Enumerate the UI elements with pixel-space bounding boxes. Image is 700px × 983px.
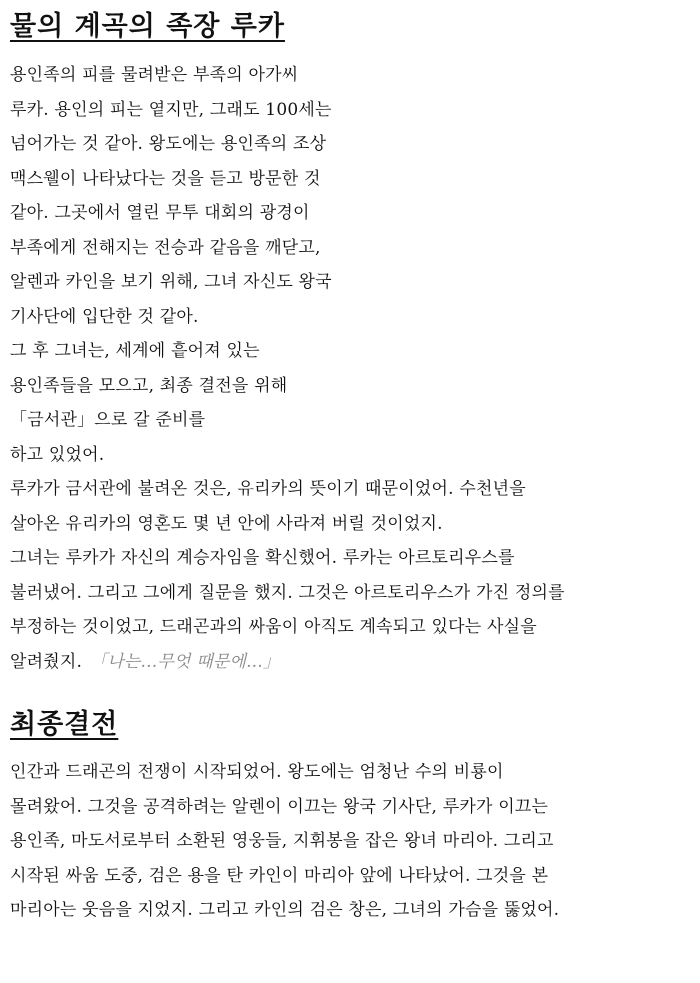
text-line: 기사단에 입단한 것 같아. (10, 306, 199, 327)
text-line: 몰려왔어. 그것을 공격하려는 알렌이 이끄는 왕국 기사단, 루카가 이끄는 (10, 796, 549, 817)
text-line: 「금서관」으로 갈 준비를 (10, 410, 206, 430)
text-line: 용인족들을 모으고, 최종 결전을 위해 (10, 375, 288, 396)
section-body-luka (10, 58, 565, 679)
text-line: 불러냈어. 그리고 그에게 질문을 했지. 그것은 아르토리우스가 가진 정의를 (10, 582, 565, 603)
text-line: 인간과 드래곤의 전쟁이 시작되었어. 왕도에는 엄청난 수의 비룡이 (10, 762, 504, 782)
text-line: 맥스웰이 나타났다는 것을 듣고 방문한 것 (10, 168, 321, 189)
text-line-with-quote (10, 645, 565, 680)
text-line: 시작된 싸움 도중, 검은 용을 탄 카인이 마리아 앞에 나타났어. 그것을 본 (10, 865, 549, 886)
text-line: 알려줬지. (10, 651, 83, 672)
text-line: 루카. 용인의 피는 옅지만, 그래도 100세는 (10, 99, 332, 120)
text-line: 용인족의 피를 물려받은 부족의 아가씨 (10, 65, 299, 85)
text-line: 마리아는 웃음을 지었지. 그리고 카인의 검은 창은, 그녀의 가슴을 뚫었어. (10, 900, 560, 920)
section-title-luka: 물의 계곡의 족장 루카 (10, 11, 285, 42)
text-line: 넘어가는 것 같아. 왕도에는 용인족의 조상 (10, 134, 327, 154)
text-line: 하고 있었어. (10, 444, 105, 465)
text-line: 용인족, 마도서로부터 소환된 영웅들, 지휘봉을 잡은 왕녀 마리아. 그리고 (10, 831, 554, 851)
text-line: 알렌과 카인을 보기 위해, 그녀 자신도 왕국 (10, 272, 332, 292)
section-title-final-battle: 최종결전 (10, 709, 119, 740)
text-line: 그 후 그녀는, 세계에 흩어져 있는 (10, 341, 260, 361)
text-line: 같아. 그곳에서 열린 무투 대회의 광경이 (10, 203, 310, 223)
text-line: 부족에게 전해지는 전승과 같음을 깨닫고, (10, 237, 321, 258)
text-line: 부정하는 것이었고, 드래곤과의 싸움이 아직도 계속되고 있다는 사실을 (10, 617, 537, 637)
section-body-final-battle (10, 755, 559, 928)
quote-text: 「나는...무엇 때문에...」 (90, 651, 281, 672)
text-line: 그녀는 루카가 자신의 계승자임을 확신했어. 루카는 아르토리우스를 (10, 548, 515, 568)
text-line: 루카가 금서관에 불려온 것은, 유리카의 뜻이기 때문이었어. 수천년을 (10, 479, 526, 499)
text-line: 살아온 유리카의 영혼도 몇 년 안에 사라져 버릴 것이었지. (10, 513, 443, 534)
